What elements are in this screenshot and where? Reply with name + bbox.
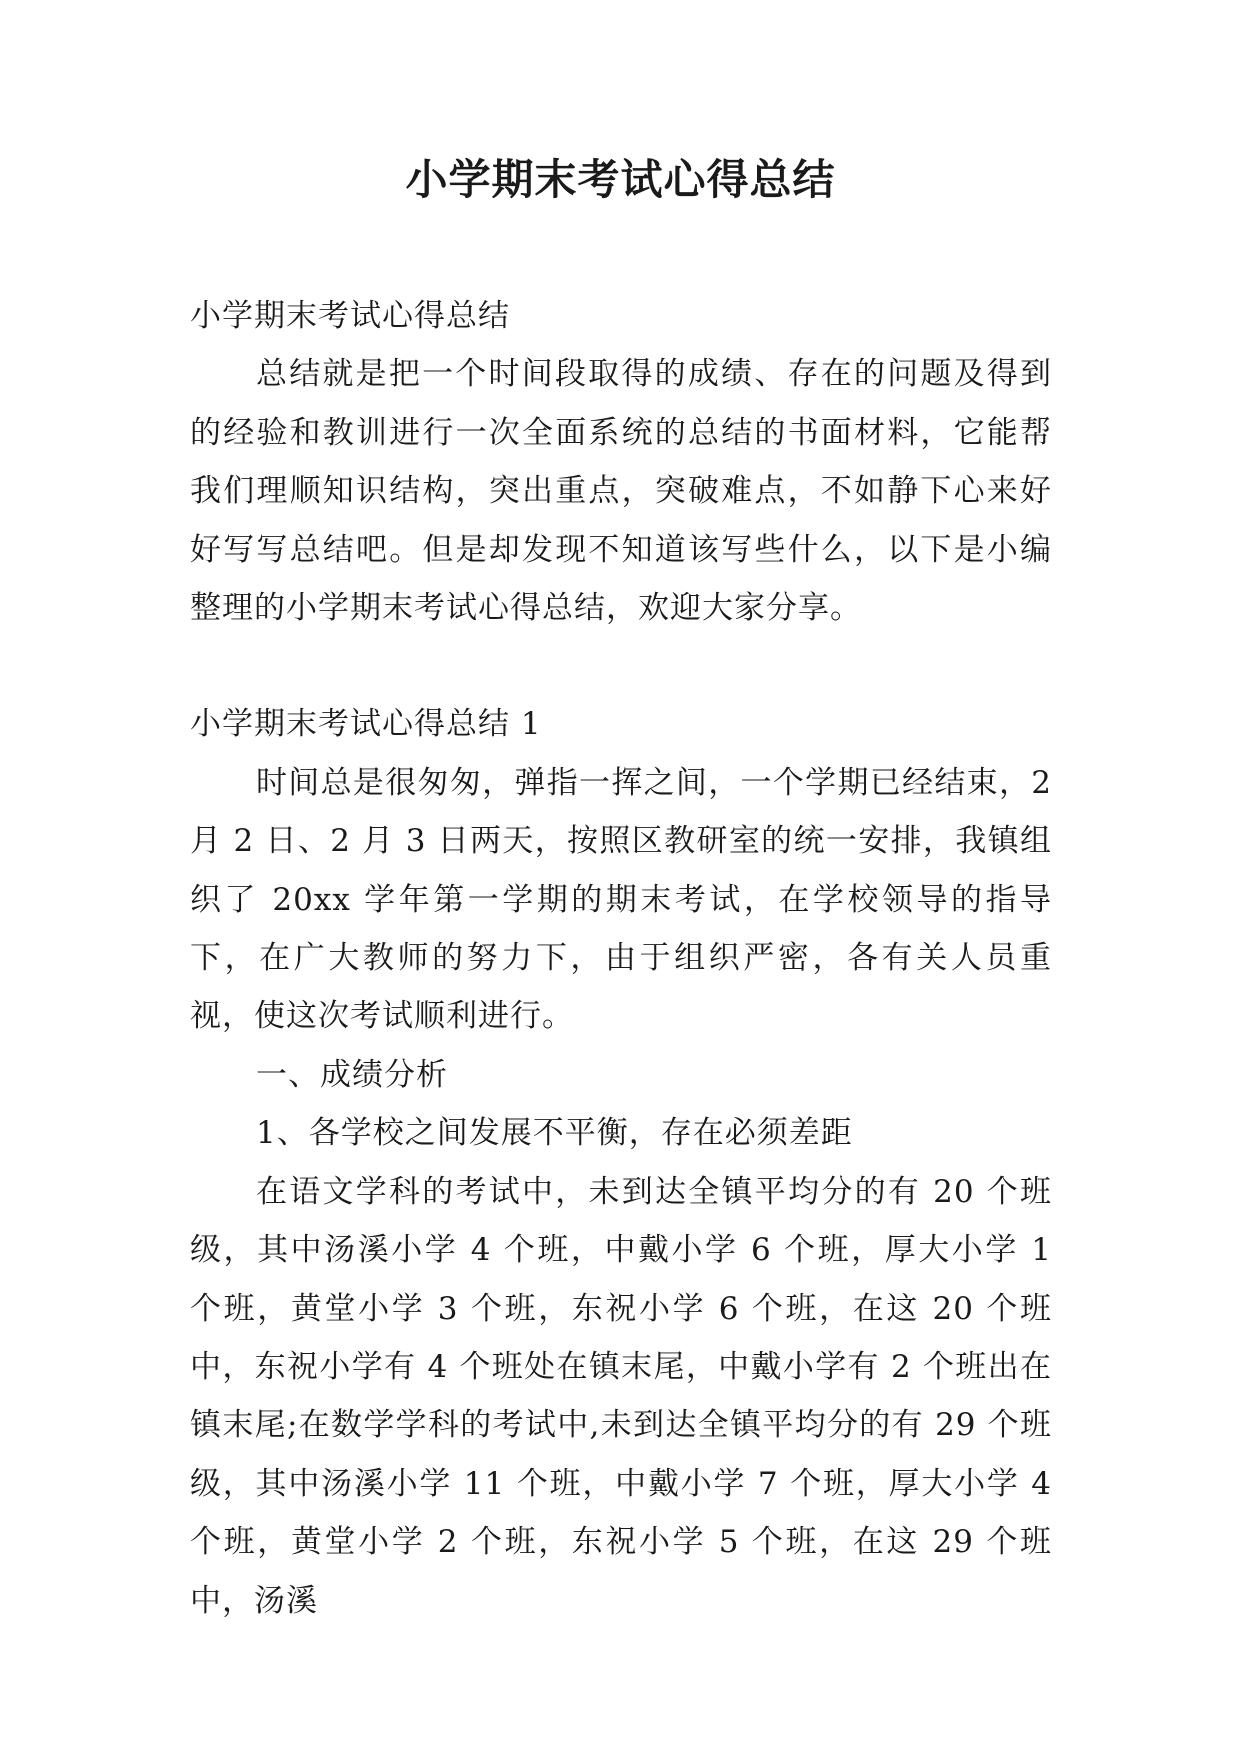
section-spacer <box>190 637 1052 695</box>
intro-heading: 小学期末考试心得总结 <box>190 298 510 334</box>
document-body <box>190 287 1052 1630</box>
body-paragraph: 时间总是很匆匆，弹指一挥之间，一个学期已经结束，2 月 2 日、2 月 3 日两天，按照区教研室的统一安排，我镇组织了 20xx 学年第一学期的期末考试，在学校领导的指导下，在广大教师的努力下，由于组织严密，各有关人员重视，使这次考试顺利进行。 <box>190 764 1052 1035</box>
document-title: 小学期末考试心得总结 <box>405 155 836 204</box>
section-heading: 小学期末考试心得总结 1 <box>190 706 542 743</box>
intro-paragraph: 总结就是把一个时间段取得的成绩、存在的问题及得到的经验和教训进行一次全面系统的总结的书面材料，它能帮我们理顺知识结构，突出重点，突破难点，不如静下心来好好写写总结吧。但是却发现不知道该写些什么，以下是小编整理的小学期末考试心得总结，欢迎大家分享。 <box>190 356 1052 627</box>
sub-heading: 一、成绩分析 <box>256 1056 448 1093</box>
body-paragraph: 在语文学科的考试中，未到达全镇平均分的有 20 个班级，其中汤溪小学 4 个班，中戴小学 6 个班，厚大小学 1 个班，黄堂小学 3 个班，东祝小学 6 个班，在这 20 个班中，东祝小学有 4 个班处在镇末尾，中戴小学有 2 个班出在镇末尾;在数学学科的考试中,未到达全镇平均分的有 29 个班级，其中汤溪小学 11 个班，中戴小学 7 个班，厚大小学 4 个班，黄堂小学 2 个班，东祝小学 5 个班，在这 29 个班中，汤溪 <box>190 1173 1052 1619</box>
sub-heading: 1、各学校之间发展不平衡，存在必须差距 <box>256 1115 853 1152</box>
